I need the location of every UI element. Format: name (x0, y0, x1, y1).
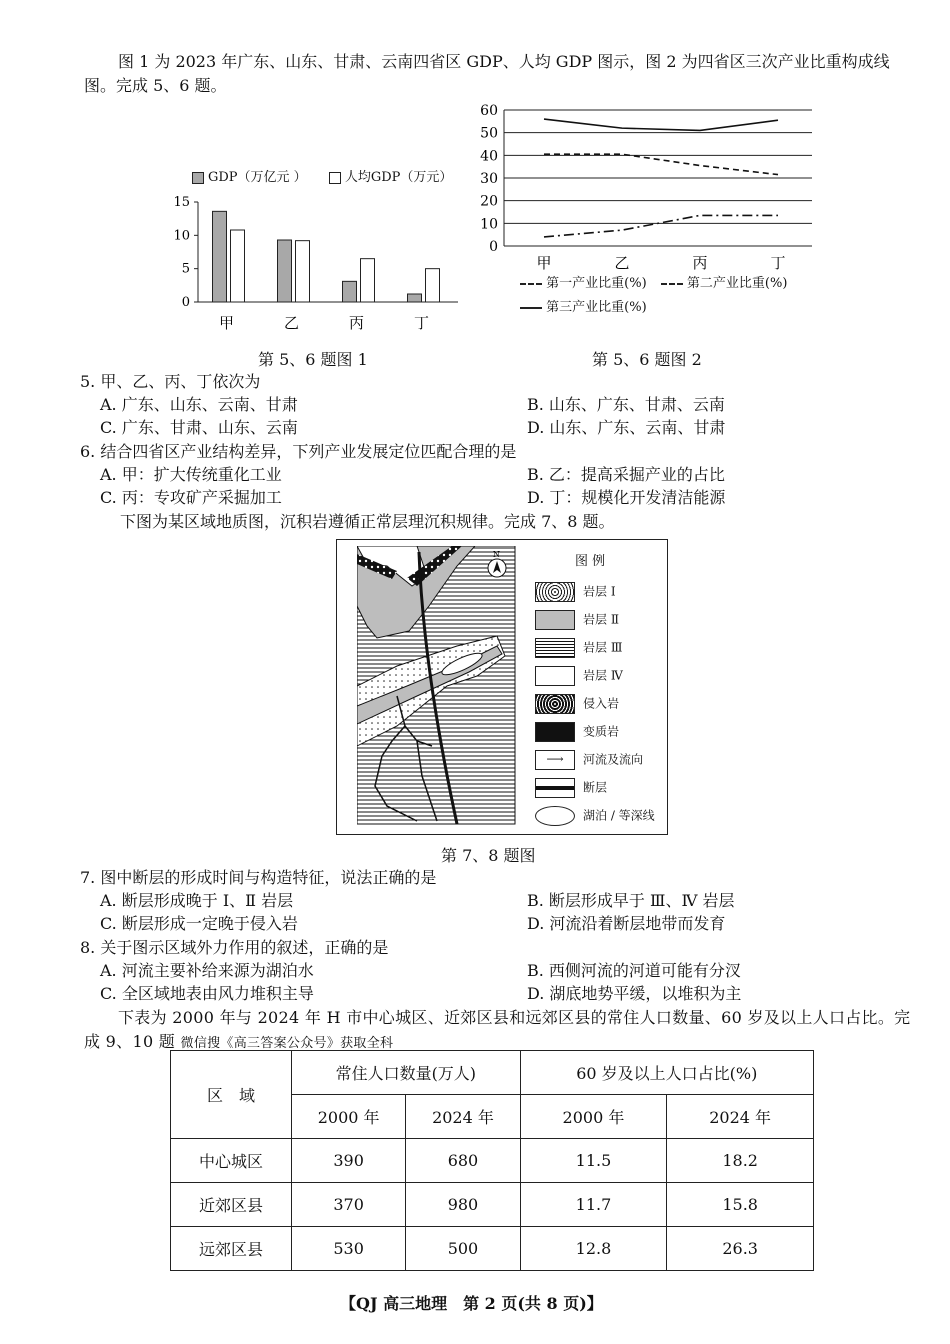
q7-option-d: D. 河流沿着断层地带而发育 (527, 914, 726, 933)
table-row (171, 1227, 814, 1271)
q5-option-d: D. 山东、广东、云南、甘肃 (527, 418, 726, 437)
fig1-legend (192, 166, 452, 185)
fig1-caption: 第 5、6 题图 1 (258, 350, 368, 369)
gdp-swatch (192, 172, 204, 184)
primary-industry-line (544, 215, 778, 237)
legend-intrusive-label: 侵入岩 (583, 696, 620, 711)
q7-option-b: B. 断层形成早于 Ⅲ、Ⅳ 岩层 (527, 891, 735, 910)
legend-river (535, 750, 643, 770)
q5-option-a: A. 广东、山东、云南、甘肃 (100, 395, 298, 414)
legend-layer-i-label: 岩层 Ⅰ (583, 584, 616, 599)
geologic-map-frame (336, 539, 668, 835)
intro-5-6: 图 1 为 2023 年广东、山东、甘肃、云南四省区 GDP、人均 GDP 图示，图 2 为四省区三次产业比重构成线图。完成 5、6 题。 (84, 52, 890, 95)
fig1-y-tick-label: 15 (173, 195, 190, 210)
primary-line-sample (520, 283, 542, 285)
fig2-caption: 第 5、6 题图 2 (592, 350, 702, 369)
map-legend-title: 图 例 (575, 554, 606, 569)
q7-option-c: C. 断层形成一定晚于侵入岩 (100, 914, 298, 933)
legend-layer-ii-swatch (535, 610, 575, 630)
table-header-region: 区 域 (171, 1051, 292, 1139)
q7-option-a: A. 断层形成晚于 Ⅰ、Ⅱ 岩层 (100, 891, 294, 910)
fig2-y-tick-label: 30 (480, 171, 498, 187)
figure-2 (470, 100, 820, 320)
q8-option-a: A. 河流主要补给来源为湖泊水 (100, 961, 314, 980)
legend-layer-iii-swatch (535, 638, 575, 658)
legend-intrusive-swatch (535, 694, 575, 714)
row-ratio-2000: 12.8 (520, 1227, 667, 1271)
table-header-ratio-2000: 2000 年 (520, 1095, 667, 1139)
fig2-legend-primary: 第一产业比重(%) (546, 276, 647, 291)
row-ratio-2000: 11.7 (520, 1183, 667, 1227)
gdp-bar (343, 281, 357, 302)
figure-1 (170, 160, 480, 340)
intro-9-10 (84, 1006, 914, 1056)
table-row (171, 1139, 814, 1183)
fig1-x-tick-label: 丁 (413, 314, 430, 332)
fig2-y-tick-label: 40 (480, 148, 498, 165)
fig2-y-tick-label: 10 (480, 216, 498, 233)
river-arrow-icon: ⟶ (535, 750, 575, 770)
q7-stem: 7. 图中断层的形成时间与构造特征，说法正确的是 (80, 868, 437, 887)
fig1-legend-per: 人均GDP（万元） (344, 170, 453, 185)
fig1-x-tick-label: 乙 (283, 314, 300, 332)
row-name: 远郊区县 (171, 1227, 292, 1271)
gdp-bar (213, 211, 227, 302)
geologic-map (357, 546, 517, 826)
q6-option-c: C. 丙：专攻矿产采掘加工 (100, 488, 282, 507)
legend-fault-swatch (535, 778, 575, 798)
legend-metamorphic-label: 变质岩 (583, 724, 620, 739)
map-caption: 第 7、8 题图 (441, 846, 536, 865)
intro-9-10-text: 下表为 2000 年与 2024 年 H 市中心城区、近郊区县和远郊区县的常住人口数量、60 岁及以上人口占比。完成 9、10 题 (84, 1008, 911, 1051)
fig1-svg (170, 190, 480, 340)
q8-stem: 8. 关于图示区域外力作用的叙述，正确的是 (80, 938, 389, 957)
legend-layer-ii-label: 岩层 Ⅱ (583, 612, 619, 627)
q6-option-d: D. 丁：规模化开发清洁能源 (527, 488, 726, 507)
tertiary-line-sample (520, 307, 542, 309)
q6-option-a: A. 甲：扩大传统重化工业 (100, 465, 282, 484)
fig2-legend-row1 (520, 272, 787, 291)
row-pop-2000: 390 (292, 1139, 406, 1183)
table-row (171, 1183, 814, 1227)
intro-7-8: 下图为某区域地质图，沉积岩遵循正常层理沉积规律。完成 7、8 题。 (120, 512, 615, 531)
fig2-legend-row2 (520, 296, 647, 315)
q8-option-d: D. 湖底地势平缓，以堆积为主 (527, 984, 742, 1003)
per-capita-gdp-bar (426, 269, 440, 302)
legend-intrusive (535, 694, 619, 714)
per-capita-gdp-bar (361, 259, 375, 302)
row-pop-2024: 680 (406, 1139, 520, 1183)
q8-option-c: C. 全区域地表由风力堆积主导 (100, 984, 314, 1003)
per-capita-gdp-bar (231, 230, 245, 302)
q6-stem: 6. 结合四省区产业结构差异，下列产业发展定位匹配合理的是 (80, 442, 517, 461)
fig2-svg (470, 100, 820, 280)
fig2-legend-tertiary: 第三产业比重(%) (546, 300, 647, 315)
fig2-y-tick-label: 0 (489, 239, 498, 255)
fig2-x-tick-label: 丁 (770, 254, 786, 272)
row-ratio-2024: 15.8 (667, 1183, 814, 1227)
legend-metamorphic (535, 722, 619, 742)
table-header-pop-2000: 2000 年 (292, 1095, 406, 1139)
legend-layer-iii (535, 638, 622, 658)
north-label: N (493, 550, 500, 559)
legend-fault (535, 778, 607, 798)
population-table (170, 1050, 814, 1271)
secondary-line-sample (661, 283, 683, 285)
fig1-x-tick-label: 丙 (348, 314, 365, 332)
gdp-bar (278, 240, 292, 302)
row-name: 近郊区县 (171, 1183, 292, 1227)
row-name: 中心城区 (171, 1139, 292, 1183)
row-pop-2000: 530 (292, 1227, 406, 1271)
row-pop-2024: 500 (406, 1227, 520, 1271)
tertiary-industry-line (544, 119, 778, 130)
legend-metamorphic-swatch (535, 722, 575, 742)
page-footer: 【QJ 高三地理 第 2 页(共 8 页)】 (340, 1294, 603, 1313)
fig2-x-tick-label: 丙 (692, 254, 708, 272)
fig2-x-tick-label: 乙 (614, 254, 630, 272)
fig2-y-tick-label: 60 (480, 103, 498, 119)
fig2-legend-secondary: 第二产业比重(%) (686, 276, 788, 291)
q5-stem: 5. 甲、乙、丙、丁依次为 (80, 372, 261, 391)
row-pop-2000: 370 (292, 1183, 406, 1227)
legend-lake (535, 806, 655, 826)
fig2-x-tick-label: 甲 (536, 254, 552, 272)
table-header-ratio: 60 岁及以上人口占比(%) (520, 1051, 813, 1095)
gdp-bar (408, 294, 422, 302)
fig1-y-tick-label: 0 (181, 295, 190, 310)
per-capita-gdp-bar (296, 241, 310, 302)
legend-lake-label: 湖泊 / 等深线 (583, 808, 655, 823)
fig1-legend-gdp: GDP（万亿元 ） (208, 170, 307, 185)
legend-layer-i-swatch (535, 582, 575, 602)
legend-layer-i (535, 582, 616, 602)
watermark: 微信搜《高三答案公众号》获取全科 (180, 1036, 394, 1051)
row-ratio-2024: 18.2 (667, 1139, 814, 1183)
q5-option-b: B. 山东、广东、甘肃、云南 (527, 395, 725, 414)
legend-fault-label: 断层 (583, 780, 608, 795)
legend-layer-iv-label: 岩层 Ⅳ (583, 668, 623, 683)
legend-layer-iii-label: 岩层 Ⅲ (583, 640, 623, 655)
row-pop-2024: 980 (406, 1183, 520, 1227)
q5-option-c: C. 广东、甘肃、山东、云南 (100, 418, 298, 437)
table-header-ratio-2024: 2024 年 (667, 1095, 814, 1139)
legend-lake-swatch (535, 806, 575, 826)
row-ratio-2024: 26.3 (667, 1227, 814, 1271)
secondary-industry-line (544, 154, 778, 174)
fig1-x-tick-label: 甲 (218, 314, 235, 332)
table-header-pop-2024: 2024 年 (406, 1095, 520, 1139)
legend-layer-ii (535, 610, 619, 630)
legend-layer-iv-swatch (535, 666, 575, 686)
legend-river-label: 河流及流向 (583, 752, 644, 767)
fig1-y-tick-label: 10 (173, 228, 190, 244)
table-header-population: 常住人口数量(万人) (292, 1051, 521, 1095)
fig2-y-tick-label: 50 (480, 125, 498, 142)
legend-layer-iv (535, 666, 623, 686)
row-ratio-2000: 11.5 (520, 1139, 667, 1183)
per-capita-swatch (329, 172, 341, 184)
q8-option-b: B. 西侧河流的河道可能有分汊 (527, 961, 741, 980)
fig2-y-tick-label: 20 (480, 193, 498, 210)
fig1-y-tick-label: 5 (181, 261, 190, 277)
q6-option-b: B. 乙：提高采掘产业的占比 (527, 465, 725, 484)
